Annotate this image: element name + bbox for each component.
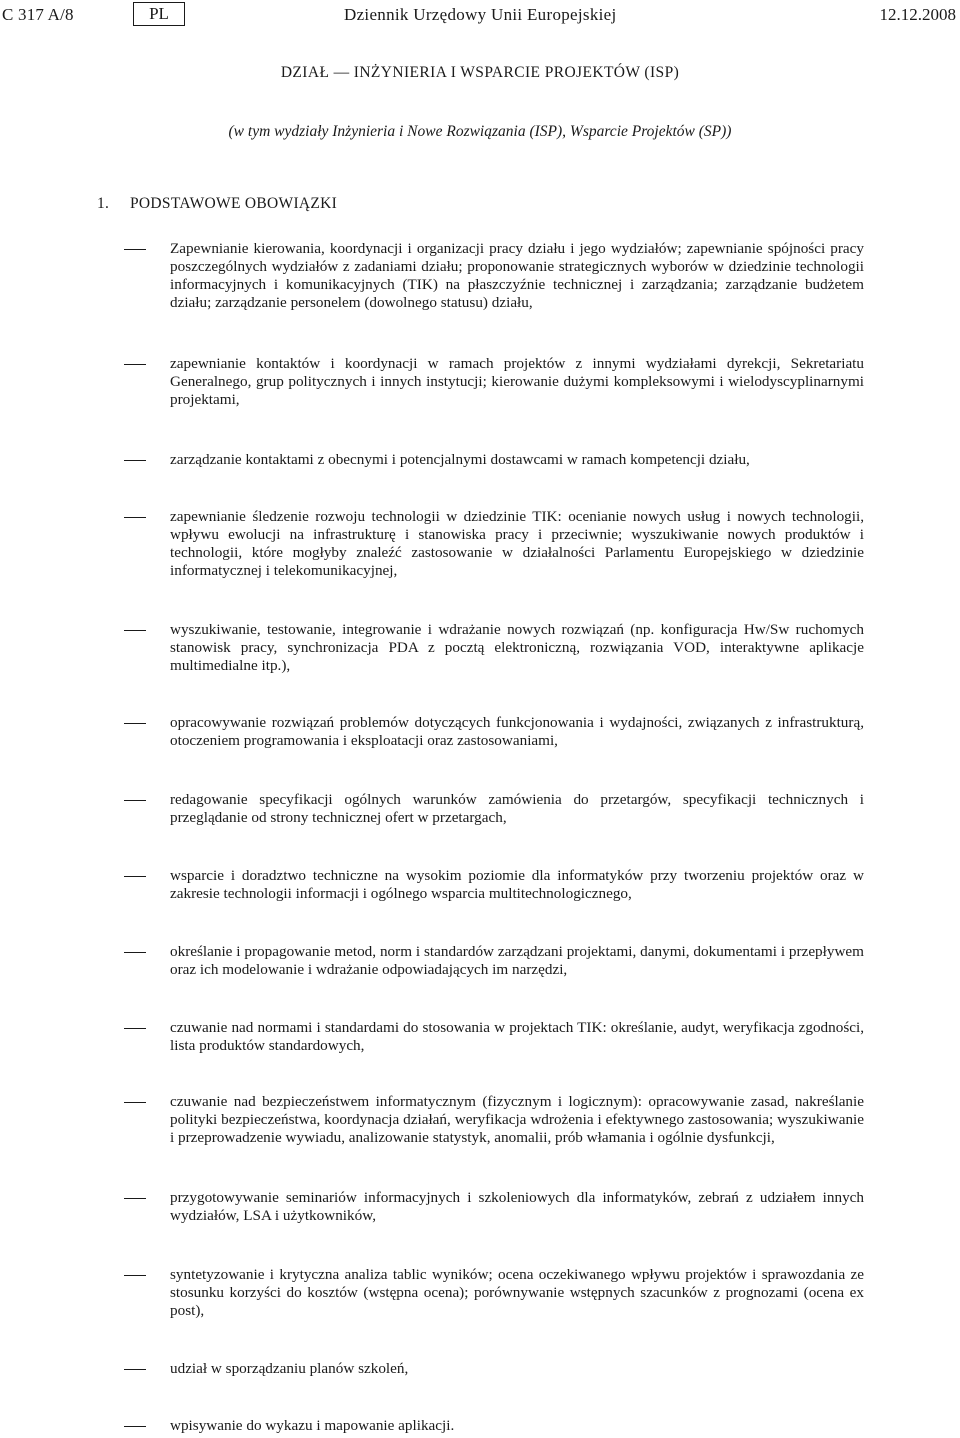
duty-text: czuwanie nad normami i standardami do stosowania w projektach TIK: określanie, audyt, weryfikacja zgodności, lista produktów standardowych, xyxy=(170,1019,864,1054)
duty-item xyxy=(124,943,864,979)
duty-text: wsparcie i doradztwo techniczne na wysokim poziomie dla informatyków przy tworzeniu projektów oraz w zakresie technologii informacji i ogólnego wsparcia multitechnologicznego, xyxy=(170,867,864,902)
duty-item xyxy=(124,1019,864,1055)
section-heading xyxy=(97,195,337,213)
duty-text: wpisywanie do wykazu i mapowanie aplikacji. xyxy=(170,1417,455,1434)
duty-item xyxy=(124,714,864,750)
department-subtitle: (w tym wydziały Inżynieria i Nowe Rozwiązania (ISP), Wsparcie Projektów (SP)) xyxy=(228,123,732,140)
duty-text: zarządzanie kontaktami z obecnymi i potencjalnymi dostawcami w ramach kompetencji działu, xyxy=(170,451,750,468)
duty-item xyxy=(124,1189,864,1225)
publication-date: 12.12.2008 xyxy=(879,5,956,24)
duty-text: zapewnianie kontaktów i koordynacji w ramach projektów z innymi wydziałami dyrekcji, Sekretariatu Generalnego, grup politycznych i innych instytucji; kierowanie dużymi kompleksowymi i wielodyscyplinarnymi projektami, xyxy=(170,355,864,408)
duty-item xyxy=(124,621,864,675)
duty-text: opracowywanie rozwiązań problemów dotyczących funkcjonowania i wydajności, związanych z infrastrukturą, otoczeniem programowania i eksploatacji oraz zastosowaniami, xyxy=(170,714,864,749)
duty-text: redagowanie specyfikacji ogólnych warunków zamówienia do przetargów, specyfikacji technicznych i przeglądanie od strony technicznej ofert w przetargach, xyxy=(170,791,864,826)
issue-number: C 317 A/8 xyxy=(2,5,74,24)
duty-text: Zapewnianie kierowania, koordynacji i organizacji pracy działu i jego wydziałów; zapewnianie spójności pracy poszczególnych wydziałów z zadaniami działu; proponowanie strategicznych wyborów w dziedzinie technologii informacyjnych i komunikacyjnych (TIK) na płaszczyźnie technicznej i zarządzania; zarządzanie budżetem działu; zarządzanie personelem (dowolnego statusu) działu, xyxy=(170,240,864,311)
section-number: 1. xyxy=(97,195,110,212)
journal-title: Dziennik Urzędowy Unii Europejskiej xyxy=(344,5,617,24)
duty-text: czuwanie nad bezpieczeństwem informatycznym (fizycznym i logicznym): opracowywanie zasad, nakreślanie polityki bezpieczeństwa, koordynacja działań, weryfikacja wdrożenia i efektywnego zastosowania; wyszukiwanie i przeprowadzenie wywiadu, analizowanie statystyk, anomalii, prób włamania i ogólnie dysfunkcji, xyxy=(170,1093,864,1146)
duty-text: określanie i propagowanie metod, norm i standardów zarządzani projektami, danymi, dokumentami i przepływem oraz ich modelowanie i wdrażanie odpowiadających im narzędzi, xyxy=(170,943,864,978)
section-title: PODSTAWOWE OBOWIĄZKI xyxy=(130,195,338,212)
duty-item xyxy=(124,355,864,409)
language-badge: PL xyxy=(133,2,185,26)
duty-text: przygotowywanie seminariów informacyjnych i szkoleniowych dla informatyków, zebrań z udziałem innych wydziałów, LSA i użytkowników, xyxy=(170,1189,864,1224)
duty-item xyxy=(124,451,864,469)
duty-item xyxy=(124,791,864,827)
page-header xyxy=(0,0,960,30)
duty-text: zapewnianie śledzenie rozwoju technologii w dziedzinie TIK: ocenianie nowych usług i nowych technologii, wpływu ewolucji na infrastrukturę i stanowiska pracy i przeciwnie; wyszukiwanie nowych produktów i technologii, które mogłyby znaleźć zastosowanie w działalności Parlamentu Europejskiego w dziedzinie informatycznej i telekomunikacyjnej, xyxy=(170,508,864,579)
duty-text: udział w sporządzaniu planów szkoleń, xyxy=(170,1360,409,1377)
duty-item xyxy=(124,508,864,580)
duty-item xyxy=(124,1266,864,1320)
duty-text: wyszukiwanie, testowanie, integrowanie i wdrażanie nowych rozwiązań (np. konfiguracja Hw/Sw ruchomych stanowisk pracy, synchronizacja PDA z pocztą elektroniczną, rozwiązania VOD, interaktywne aplikacje multimedialne itp.), xyxy=(170,621,864,674)
duty-item xyxy=(124,240,864,312)
duty-item xyxy=(124,1093,864,1147)
duty-item xyxy=(124,1417,864,1435)
duty-item xyxy=(124,1360,864,1378)
department-title: DZIAŁ — INŻYNIERIA I WSPARCIE PROJEKTÓW (ISP) xyxy=(280,64,680,81)
duty-item xyxy=(124,867,864,903)
duty-text: syntetyzowanie i krytyczna analiza tablic wyników; ocena oczekiwanego wpływu projektów i sprawozdania ze stosunku korzyści do kosztów (wstępna ocena); porównywanie wstępnych szacunków z prognozami (ocena ex post), xyxy=(170,1266,864,1319)
